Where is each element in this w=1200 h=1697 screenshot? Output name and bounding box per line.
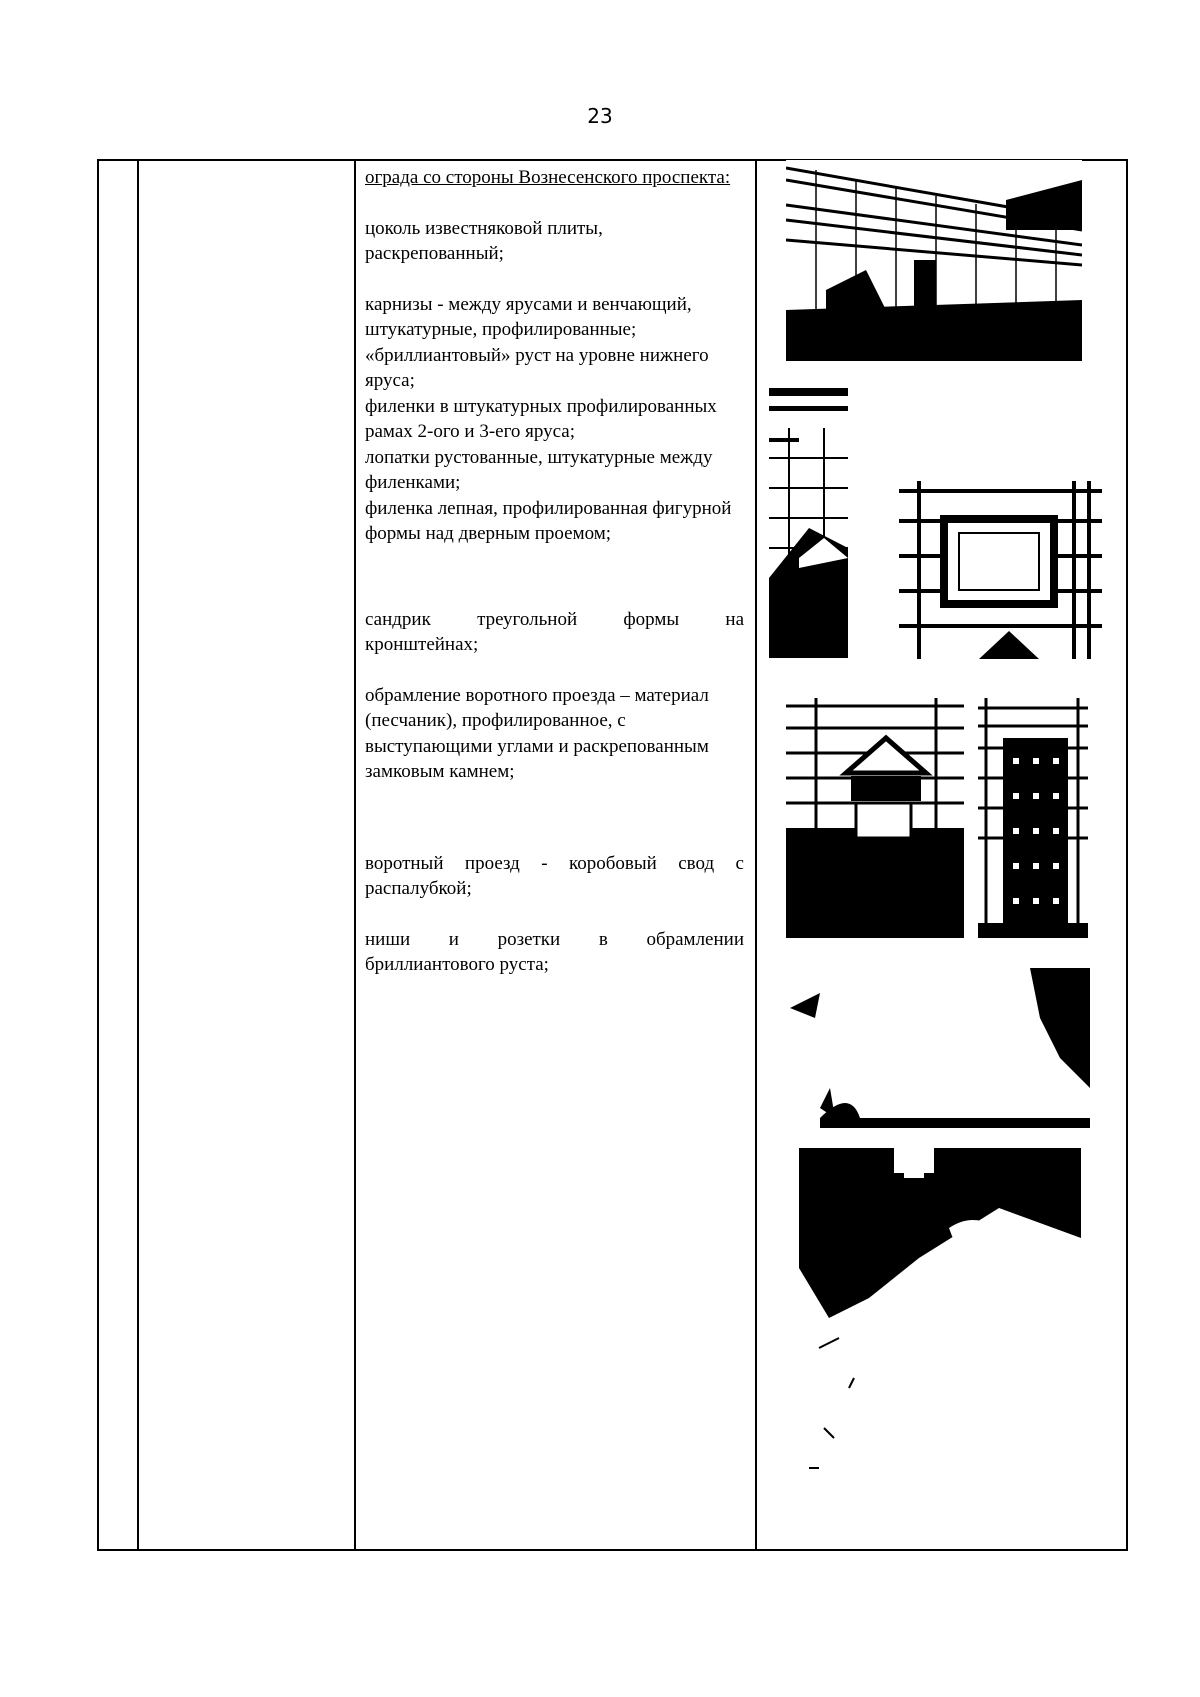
niches-rosettes-photo [799,1148,1081,1483]
gate-doorway-photo [978,698,1088,938]
subject-description [365,165,744,978]
niches-text-line1: ниши и розетки в обрамлении [365,928,744,950]
rustication-text: «бриллиантовый» руст на уровне нижнего яруса; [365,344,709,391]
vault-text-line2: распалубкой; [365,878,472,899]
panel-detail-photo [769,388,848,658]
fence-wall-photo [786,160,1082,361]
panels-frames-text: филенки в штукатурных профилированных рамах 2-ого и 3-его яруса; [365,395,717,442]
section-heading: ограда со стороны Вознесенского проспекта: [365,167,731,188]
page-number: 23 [587,104,613,128]
vault-text-line1: воротный проезд - коробовый свод с [365,852,744,874]
pilasters-text: лопатки рустованные, штукатурные между филенками; [365,446,713,493]
column-divider-2 [354,161,356,1549]
vault-photo [790,968,1090,1133]
plinth-text: цоколь известняковой плиты, раскрепованный; [365,217,603,264]
sandrik-photo [786,698,964,938]
gate-frame-text: обрамление воротного проезда – материал (песчаник), профилированное, с выступающими углами и раскрепованным замковым камнем; [365,684,709,782]
column-divider-3 [755,161,757,1549]
cornices-text: карнизы - между ярусами и венчающий, штукатурные, профилированные; [365,293,692,340]
sandrik-text-line2: кронштейнах; [365,634,479,655]
moulded-panel-text: филенка лепная, профилированная фигурной формы над дверным проемом; [365,497,732,544]
niches-text-line2: бриллиантового руста; [365,954,549,975]
column-divider-1 [137,161,139,1549]
framed-panel-photo [899,481,1102,659]
sandrik-text-line1: сандрик треугольной формы на [365,608,744,630]
